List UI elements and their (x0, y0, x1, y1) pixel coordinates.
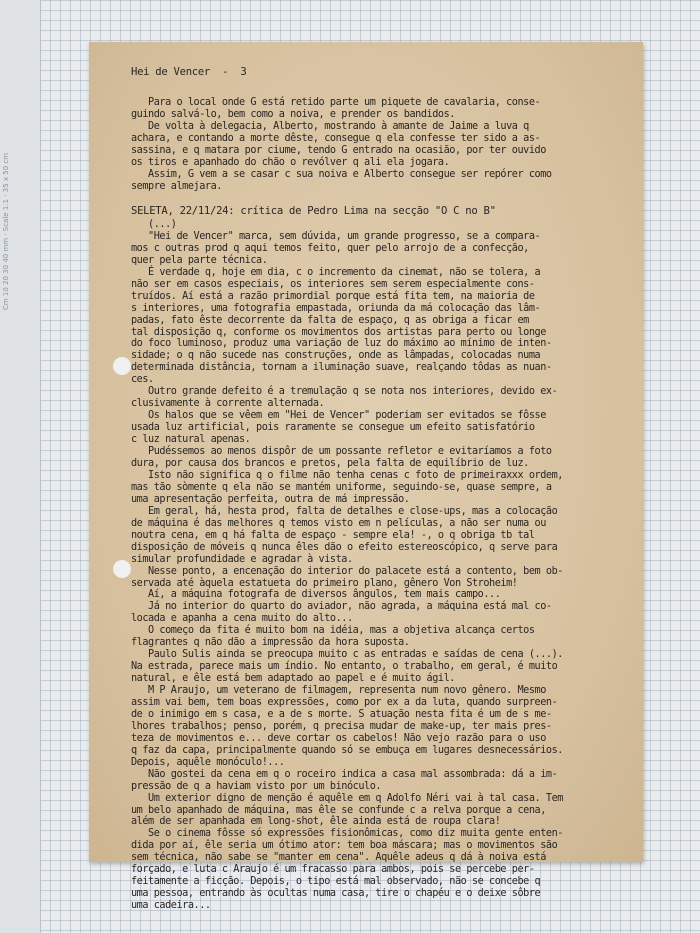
text-line: de máquina é das melhores q temos visto em n películas, a não ser numa ou (131, 517, 546, 529)
text-line: uma pessoa, entrando às ocultas numa casa, tire o chapéu e o deixe sôbre (131, 888, 541, 900)
text-line: pressão de q a haviam visto por um binóculo. (131, 780, 382, 792)
text-line: Já no interior do quarto do aviador, não agrada, a máquina está mal co- (131, 601, 552, 613)
text-line: quer pela parte técnica. (131, 254, 268, 266)
section-heading: SELETA, 22/11/24: crítica de Pedro Lima na secção "O C no B" (131, 205, 496, 217)
text-line: padas, fato êste decorrente da falta de espaço, q as obriga a ficar em (131, 314, 529, 326)
text-line: O começo da fita é muito bom na idéia, mas a objetiva alcança certos (131, 625, 535, 637)
text-line: locada e apanha a cena muito do alto... (131, 613, 353, 625)
text-line: flagrantes q não dão a impressão da hora suposta. (131, 637, 410, 649)
text-line: s interiores, uma fotografia empastada, oriunda da má colocação das lâm- (131, 302, 541, 314)
text-line: dida por aí, êle seria um ótimo ator: tem boa máscara; mas o movimentos são (131, 840, 558, 852)
ruler-label: Cm 10 20 30 40 mm · Scale 1:1 · 35 x 50 cm (2, 152, 10, 310)
text-line: sidade; o q não sucede nas construções, onde as lâmpadas, colocadas numa (131, 350, 541, 362)
text-line: determinada distância, tornam a iluminação suave, realçando tôdas as nuan- (131, 362, 552, 374)
text-line: Em geral, há, hesta prod, falta de detalhes e close-ups, mas a colocação (131, 505, 558, 517)
text-line: (...) (131, 218, 177, 230)
text-line: dura, por causa dos brancos e pretos, pela falta de equilíbrio de luz. (131, 457, 529, 469)
text-line: truídos. Aí está a razão primordial porque está fita tem, na maioria de (131, 290, 535, 302)
page-header: Hei de Vencer - 3 (131, 66, 247, 78)
text-line: achara, e contando a morte dêste, consegue q ela confesse ter sido a as- (131, 132, 541, 144)
text-line: natural, e êle está bem adaptado ao papel e é muito ágil. (131, 673, 455, 684)
text-line: usada luz artificial, pois raramente se consegue um efeito satisfatório (131, 422, 535, 434)
typewritten-page (89, 42, 643, 912)
text-line: Nesse ponto, a encenação do interior do palacete está a contento, bem ob- (131, 565, 563, 577)
text-line: Assim, G vem a se casar c sua noiva e Alberto consegue ser repórer como (131, 168, 552, 180)
text-line: um belo apanhado de máquina, mas êle se confunde c a relva porque a cena, (131, 804, 546, 816)
text-line: guindo salvá-lo, bem como a noiva, e prender os bandidos. (131, 109, 455, 120)
text-line: lhores trabalhos; penso, porém, q precisa mudar de make-up, ter mais pres- (131, 720, 552, 732)
text-line: além de ser apanhada em long-shot, êle ainda está de roupa clara! (131, 816, 501, 828)
text-line: sem técnica, não sabe se "manter em cena". Aquêle adeus q dá à noiva está (131, 852, 546, 864)
punch-hole (113, 357, 131, 375)
text-line: "Hei de Vencer" marca, sem dúvida, um grande progresso, se a compara- (131, 230, 541, 242)
text-line: É verdade q, hoje em dia, c o incremento da cinemat, não se tolera, a (131, 266, 541, 278)
text-line: do foco luminoso, produz uma variação de luz do máximo ao mínimo de inten- (131, 338, 552, 350)
text-line: de o inimigo em s casa, e a de s morte. S atuação nesta fita é um de s me- (131, 708, 552, 720)
text-line: c luz natural apenas. (131, 434, 251, 445)
text-line: Não gostei da cena em q o roceiro indica a casa mal assombrada: dá a im- (131, 768, 558, 780)
text-line: Um exterior digno de menção é aquêle em q Adolfo Néri vai à tal casa. Tem (131, 792, 563, 804)
text-line: mas tão sòmente q ela não se mantém uniforme, seguindo-se, quase sempre, a (131, 481, 552, 493)
text-line: Paulo Sulis ainda se preocupa muito c as entradas e saídas de cena (...). (131, 649, 563, 661)
text-line: sempre almejara. (131, 180, 222, 192)
text-line: Isto não significa q o filme não tenha cenas c foto de primeiraxxx ordem, (131, 469, 563, 481)
text-line: não ser em casos especiais, os interiores sem serem especialmente cons- (131, 278, 535, 290)
text-line: Na estrada, parece mais um índio. No entanto, o trabalho, em geral, é muito (131, 661, 558, 673)
text-line: Depois, aquêle monóculo!... (131, 756, 285, 768)
text-line: M P Araujo, um veterano de filmagem, representa num novo gênero. Mesmo (131, 685, 546, 696)
text-line: disposição de móveis q nunca êles dão o efeito estereoscópico, q serve para (131, 541, 558, 553)
text-line: assim vai bem, tem boas expressões, como por ex a da luta, quando surpreen- (131, 697, 558, 708)
text-line: noutra cena, em q há falta de espaço - sempre ela! -, o q obriga tb tal (131, 529, 535, 541)
text-line: teza de movimentos e... deve cortar os cabelos! Não vejo razão para o uso (131, 732, 546, 744)
graph-paper-margin (0, 0, 41, 933)
text-line: q faz da capa, principalmente quando só se embuça em lugares desnecessários. (131, 744, 563, 756)
text-line: servada até àquela estatueta do primeiro plano, gênero Von Stroheim! (131, 577, 518, 589)
text-line: Aí, a máquina fotografa de diversos ângulos, tem mais campo... (131, 589, 501, 601)
text-line: sassina, e q matara por ciume, tendo G entrado na ocasião, por ter ouvido (131, 144, 546, 156)
text-line: feitamente a ficção. Depois, o tipo está mal observado, não se concebe q (131, 876, 541, 888)
text-line: De volta à delegacia, Alberto, mostrando à amante de Jaime a luva q (131, 120, 529, 132)
text-line: uma apresentação perfeita, outra de má impressão. (131, 493, 410, 505)
text-line: Os halos que se vêem em "Hei de Vencer" poderiam ser evitados se fôsse (131, 410, 546, 422)
text-line: Outro grande defeito é a tremulação q se nota nos interiores, devido ex- (131, 386, 558, 398)
punch-hole (113, 560, 131, 578)
text-line: mos c outras prod q aqui temos feito, quer pelo arrojo de a confecção, (131, 242, 529, 254)
text-line: tal disposição q, conforme os movimentos dos artistas para perto ou longe (131, 326, 546, 338)
text-line: uma cadeira... (131, 900, 211, 912)
text-line: Para o local onde G está retido parte um piquete de cavalaria, conse- (131, 97, 541, 108)
text-line: Pudéssemos ao menos dispôr de um possante refletor e evitaríamos a foto (131, 446, 552, 457)
text-line: simular profundidade e agradar à vista. (131, 553, 353, 565)
text-line: ces. (131, 374, 154, 386)
text-line: Se o cinema fôsse só expressões fisionômicas, como diz muita gente enten- (131, 828, 563, 840)
text-line: os tiros e apanhado do chão o revólver q ali ela jogara. (131, 156, 450, 168)
text-line: clusivamente à corrente alternada. (131, 398, 325, 410)
text-line: forçado, e luta c Araujo é um fracasso para ambos, pois se percebe per- (131, 864, 535, 876)
